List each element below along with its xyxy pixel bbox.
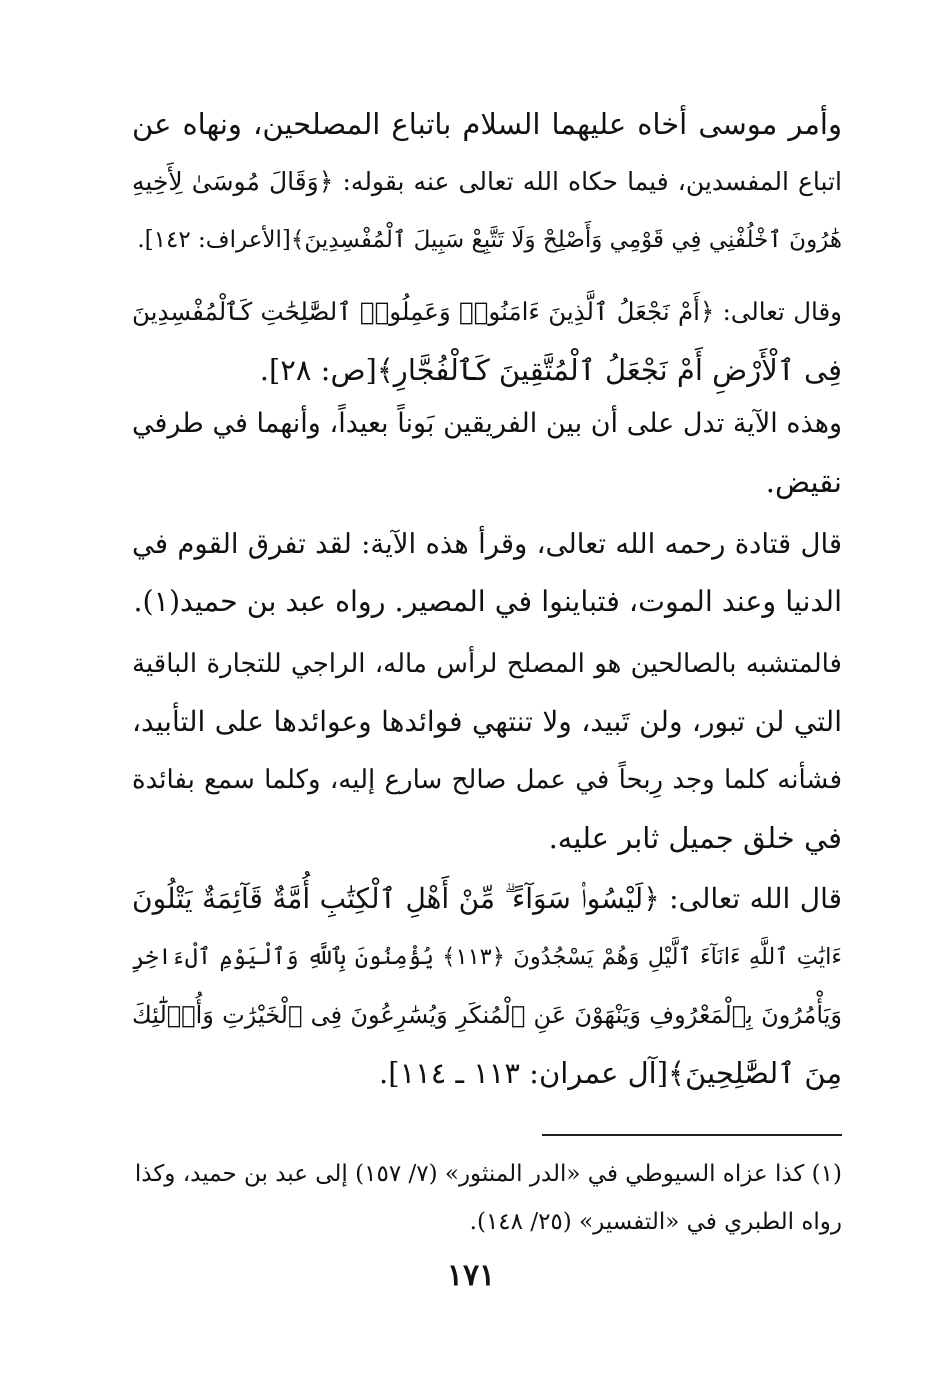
- text-line: هَٰرُونَ ٱخْلُفْنِي فِي قَوْمِي وَأَصْلِحْ وَلَا تَتَّبِعْ سَبِيلَ ٱلْمُفْسِدِينَ﴾[الأعراف: ١٤٢].: [137, 227, 842, 253]
- paragraph-sad-verse: [132, 283, 842, 399]
- paragraph-musa-harun: [132, 95, 842, 269]
- footnote-line: رواه الطبري في «التفسير» (٢٥/ ١٤٨).: [469, 1209, 842, 1235]
- text-line: فشأنه كلما وجد رِبحاً في عمل صالح سارع إليه، وكلما سمع بفائدة: [132, 765, 842, 795]
- paragraph-al-imran-verse: [132, 870, 842, 1102]
- text-line: مِنَ ٱلصَّٰلِحِينَ﴾[آل عمران: ١١٣ ـ ١١٤].: [379, 1056, 842, 1090]
- paragraph-imitator: [132, 635, 842, 867]
- text-line: في خلق جميل ثابر عليه.: [548, 821, 842, 855]
- text-line: التي لن تبور، ولن تَبيد، ولا تنتهي فوائدها وعوائدها على التأبيد،: [132, 705, 842, 738]
- page-number: ١٧١: [446, 1258, 496, 1293]
- text-line: وَيَأْمُرُونَ بِٱلْمَعْرُوفِ وَيَنْهَوْنَ عَنِ ٱلْمُنكَرِ وَيُسَٰرِعُونَ فِى ٱلْخَيْرَٰتِ وَأُو۟لَٰٓئِكَ: [132, 1001, 842, 1029]
- text-line: الدنيا وعند الموت، فتباينوا في المصير. رواه عبد بن حميد(١).: [133, 585, 842, 618]
- footnote-divider: [542, 1134, 842, 1136]
- text-line: اتباع المفسدين، فيما حكاه الله تعالى عنه بقوله: ﴿وَقَالَ مُوسَىٰ لِأَخِيهِ: [132, 167, 842, 196]
- text-line: نقيض.: [765, 465, 842, 499]
- paragraph-verse-meaning: [132, 395, 842, 511]
- paragraph-qatada-quote: [132, 515, 842, 631]
- text-line: فالمتشبه بالصالحين هو المصلح لرأس ماله، الراجي للتجارة الباقية: [132, 649, 842, 679]
- text-line: وأمر موسى أخاه عليهما السلام باتباع المصلحين، ونهاه عن: [132, 107, 842, 141]
- text-line: فِى ٱلْأَرْضِ أَمْ نَجْعَلُ ٱلْمُتَّقِينَ كَٱلْفُجَّارِ﴾[ص: ٢٨].: [259, 353, 842, 387]
- text-line: قال قتادة رحمه الله تعالى، وقرأ هذه الآية: لقد تفرق القوم في: [132, 528, 842, 560]
- text-line: وهذه الآية تدل على أن بين الفريقين بَوناً بعيداً، وأنهما في طرفي: [132, 408, 842, 439]
- text-line: قال الله تعالى: ﴿لَيْسُوا۟ سَوَآءً ۗ مِّنْ أَهْلِ ٱلْكِتَٰبِ أُمَّةٌ قَآئِمَةٌ يَتْلُونَ: [132, 882, 842, 915]
- text-line: وقال تعالى: ﴿أَمْ نَجْعَلُ ٱلَّذِينَ ءَامَنُوا۟ وَعَمِلُوا۟ ٱلصَّٰلِحَٰتِ كَٱلْمُفْسِدِينَ: [132, 297, 842, 326]
- text-line: ءَايَٰتِ ٱللَّهِ ءَانَآءَ ٱلَّيْلِ وَهُمْ يَسْجُدُونَ ﴿١١٣﴾ يُؤْمِنُونَ بِٱللَّهِ وَٱلْيَوْمِ ٱلْءَاخِرِ: [132, 944, 842, 970]
- footnote-line: (١) كذا عزاه السيوطي في «الدر المنثور» (٧/ ١٥٧) إلى عبد بن حميد، وكذا: [134, 1161, 842, 1187]
- footnote-section: [132, 1150, 842, 1246]
